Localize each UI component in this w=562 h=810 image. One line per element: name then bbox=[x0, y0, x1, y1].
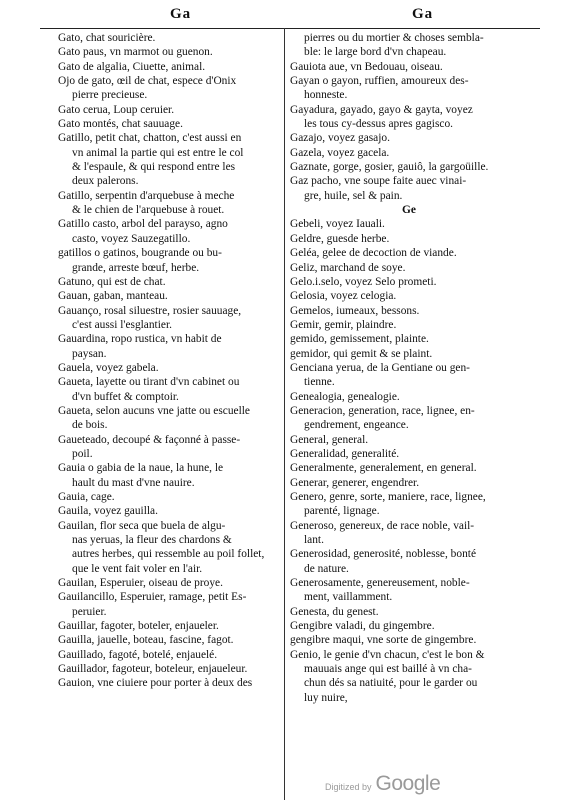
dictionary-line: Gauillar, fagoter, boteler, enjaueler. bbox=[58, 620, 219, 633]
dictionary-line: deux palerons. bbox=[72, 175, 139, 188]
left-column bbox=[58, 31, 278, 691]
dictionary-line: Ojo de gato, œil de chat, espece d'Onix bbox=[58, 75, 237, 88]
dictionary-line: de bois. bbox=[72, 419, 108, 432]
dictionary-line: Gaueta, selon aucuns vne jatte ou escuelle bbox=[58, 404, 250, 417]
dictionary-line: Generalmente, generalement, en general. bbox=[290, 462, 477, 475]
dictionary-line: Gatillo, serpentin d'arquebuse à meche bbox=[58, 189, 235, 202]
dictionary-line: gendrement, engeance. bbox=[304, 419, 409, 432]
dictionary-line: Gauilancillo, Esperuier, ramage, petit Es- bbox=[58, 591, 247, 604]
dictionary-line: Gauan, gaban, manteau. bbox=[58, 290, 168, 303]
dictionary-line: luy nuire, bbox=[304, 691, 348, 704]
dictionary-line: Gauillador, fagoteur, boteleur, enjaueleur. bbox=[58, 663, 248, 676]
dictionary-line: Gato paus, vn marmot ou guenon. bbox=[58, 46, 213, 59]
dictionary-line: gengibre maqui, vne sorte de gingembre. bbox=[290, 634, 477, 647]
dictionary-line: peruier. bbox=[72, 605, 107, 618]
dictionary-line: Gato cerua, Loup ceruier. bbox=[58, 103, 175, 116]
dictionary-line: Gato, chat souricière. bbox=[58, 32, 156, 44]
dictionary-line: de nature. bbox=[304, 562, 349, 575]
dictionary-line: Gato montés, chat sauuage. bbox=[58, 118, 183, 131]
dictionary-line: Genio, le genie d'vn chacun, c'est le bon & bbox=[290, 648, 485, 661]
dictionary-line: & l'espaule, & qui respond entre les bbox=[72, 161, 236, 174]
dictionary-line: pierres ou du mortier & choses sembla- bbox=[304, 32, 484, 44]
dictionary-line: grande, arreste bœuf, herbe. bbox=[72, 261, 200, 274]
dictionary-line: Gauardina, ropo rustica, vn habit de bbox=[58, 333, 222, 346]
dictionary-line: Genealogia, genealogie. bbox=[290, 390, 400, 403]
dictionary-line: ble: le large bord d'vn chapeau. bbox=[304, 46, 447, 59]
dictionary-line: gemido, gemissement, plainte. bbox=[290, 333, 429, 346]
dictionary-line: Gatillo casto, arbol del parayso, agno bbox=[58, 218, 228, 231]
dictionary-line: que le vent fait voler en l'air. bbox=[72, 562, 203, 575]
dictionary-line: lant. bbox=[304, 534, 324, 547]
left-running-header: Ga bbox=[170, 6, 192, 22]
dictionary-line: Gatuno, qui est de chat. bbox=[58, 275, 166, 288]
dictionary-line: Geldre, guesde herbe. bbox=[290, 232, 390, 245]
dictionary-line: Genciana yerua, de la Gentiane ou gen- bbox=[290, 361, 470, 374]
dictionary-line: Gelosia, voyez celogia. bbox=[290, 290, 397, 303]
dictionary-line: Gayan o gayon, ruffien, amoureux des- bbox=[290, 75, 469, 88]
dictionary-line: Gazajo, voyez gasajo. bbox=[290, 132, 390, 145]
dictionary-line: Genero, genre, sorte, maniere, race, lignee, bbox=[290, 491, 486, 503]
dictionary-line: Gauia o gabia de la naue, la hune, le bbox=[58, 462, 224, 475]
dictionary-line: les tous cy-dessus apres gagisco. bbox=[304, 118, 453, 131]
dictionary-line: Gemir, gemir, plaindre. bbox=[290, 318, 397, 331]
dictionary-line: Gauilan, flor seca que buela de algu- bbox=[58, 519, 226, 532]
dictionary-line: Gaznate, gorge, gosier, gauiô, la gargoüille. bbox=[290, 161, 489, 174]
dictionary-line: Gaueteado, decoupé & façonné à passe- bbox=[58, 433, 241, 446]
header-rule bbox=[40, 28, 540, 29]
dictionary-line: Generosamente, genereusement, noble- bbox=[290, 577, 470, 590]
dictionary-line: Generosidad, generosité, noblesse, bonté bbox=[290, 548, 476, 561]
dictionary-line: Gauanço, rosal siluestre, rosier sauuage, bbox=[58, 304, 242, 317]
dictionary-line: Generar, generer, engendrer. bbox=[290, 476, 420, 489]
dictionary-line: Gatillo, petit chat, chatton, c'est aussi en bbox=[58, 132, 242, 145]
dictionary-line: pierre precieuse. bbox=[72, 89, 148, 102]
dictionary-line: Gaz pacho, vne soupe faite auec vinai- bbox=[290, 175, 467, 188]
dictionary-line: paysan. bbox=[72, 347, 107, 360]
dictionary-line: Gengibre valadi, du gingembre. bbox=[290, 620, 435, 633]
dictionary-line: Gauillado, fagoté, botelé, enjauelé. bbox=[58, 648, 218, 661]
dictionary-line: Gebeli, voyez Iauali. bbox=[290, 218, 385, 231]
dictionary-line: Generacion, generation, race, lignee, en- bbox=[290, 404, 475, 417]
dictionary-line: gemidor, qui gemit & se plaint. bbox=[290, 347, 433, 360]
dictionary-line: & le chien de l'arquebuse à rouet. bbox=[72, 204, 225, 217]
dictionary-line: chun dés sa natiuité, pour le garder ou bbox=[304, 677, 478, 690]
dictionary-line: Gelo.i.selo, voyez Selo prometi. bbox=[290, 275, 437, 288]
google-logo: Google bbox=[375, 772, 441, 795]
dictionary-line: casto, voyez Sauzegatillo. bbox=[72, 232, 191, 245]
digitized-by-text: Digitized by bbox=[325, 782, 372, 792]
right-running-header: Ga bbox=[412, 6, 434, 22]
column-divider bbox=[284, 28, 285, 800]
dictionary-line: Gauion, vne ciuiere pour porter à deux des bbox=[58, 677, 253, 690]
dictionary-line: autres herbes, qui ressemble au poil follet, bbox=[72, 548, 265, 561]
digitized-by-watermark bbox=[325, 772, 440, 796]
dictionary-line: tienne. bbox=[304, 376, 335, 389]
dictionary-line: Gemelos, iumeaux, bessons. bbox=[290, 304, 420, 317]
dictionary-line: Gaueta, layette ou tirant d'vn cabinet ou bbox=[58, 376, 240, 389]
dictionary-line: Generoso, genereux, de race noble, vail- bbox=[290, 519, 475, 532]
dictionary-line: vn animal la partie qui est entre le col bbox=[72, 146, 244, 159]
dictionary-line: Gauia, cage. bbox=[58, 491, 115, 503]
dictionary-line: Gauilla, jauelle, boteau, fascine, fagot. bbox=[58, 634, 234, 647]
dictionary-line: Generalidad, generalité. bbox=[290, 447, 400, 460]
dictionary-line: gre, huile, sel & pain. bbox=[304, 189, 403, 202]
dictionary-line: poil. bbox=[72, 447, 93, 460]
dictionary-line: Gayadura, gayado, gayo & gayta, voyez bbox=[290, 103, 473, 116]
dictionary-line: c'est aussi l'esglantier. bbox=[72, 318, 172, 331]
section-heading: Ge bbox=[402, 204, 416, 217]
dictionary-line: ment, vaillamment. bbox=[304, 591, 393, 604]
dictionary-line: parenté, lignage. bbox=[304, 505, 380, 518]
dictionary-line: Geléa, gelee de decoction de viande. bbox=[290, 247, 457, 260]
dictionary-line: d'vn buffet & comptoir. bbox=[72, 390, 179, 403]
dictionary-line: Gauiota aue, vn Bedouau, oiseau. bbox=[290, 60, 443, 73]
dictionary-line: gatillos o gatinos, bougrande ou bu- bbox=[58, 247, 222, 260]
dictionary-line: mauuais ange qui est baillé à vn cha- bbox=[304, 663, 472, 676]
dictionary-line: hault du mast d'vne nauire. bbox=[72, 476, 195, 489]
dictionary-line: Gazela, voyez gacela. bbox=[290, 146, 390, 159]
dictionary-line: Gauila, voyez gauilla. bbox=[58, 505, 158, 518]
right-column bbox=[290, 31, 528, 705]
dictionary-line: Gato de algalia, Ciuette, animal. bbox=[58, 60, 206, 73]
dictionary-line: Gauela, voyez gabela. bbox=[58, 361, 159, 374]
dictionary-line: Gauilan, Esperuier, oiseau de proye. bbox=[58, 577, 223, 590]
dictionary-line: General, general. bbox=[290, 433, 369, 446]
dictionary-line: Geliz, marchand de soye. bbox=[290, 261, 406, 274]
dictionary-line: Genesta, du genest. bbox=[290, 605, 379, 618]
dictionary-line: honneste. bbox=[304, 89, 348, 102]
dictionary-line: nas yeruas, la fleur des chardons & bbox=[72, 534, 232, 547]
